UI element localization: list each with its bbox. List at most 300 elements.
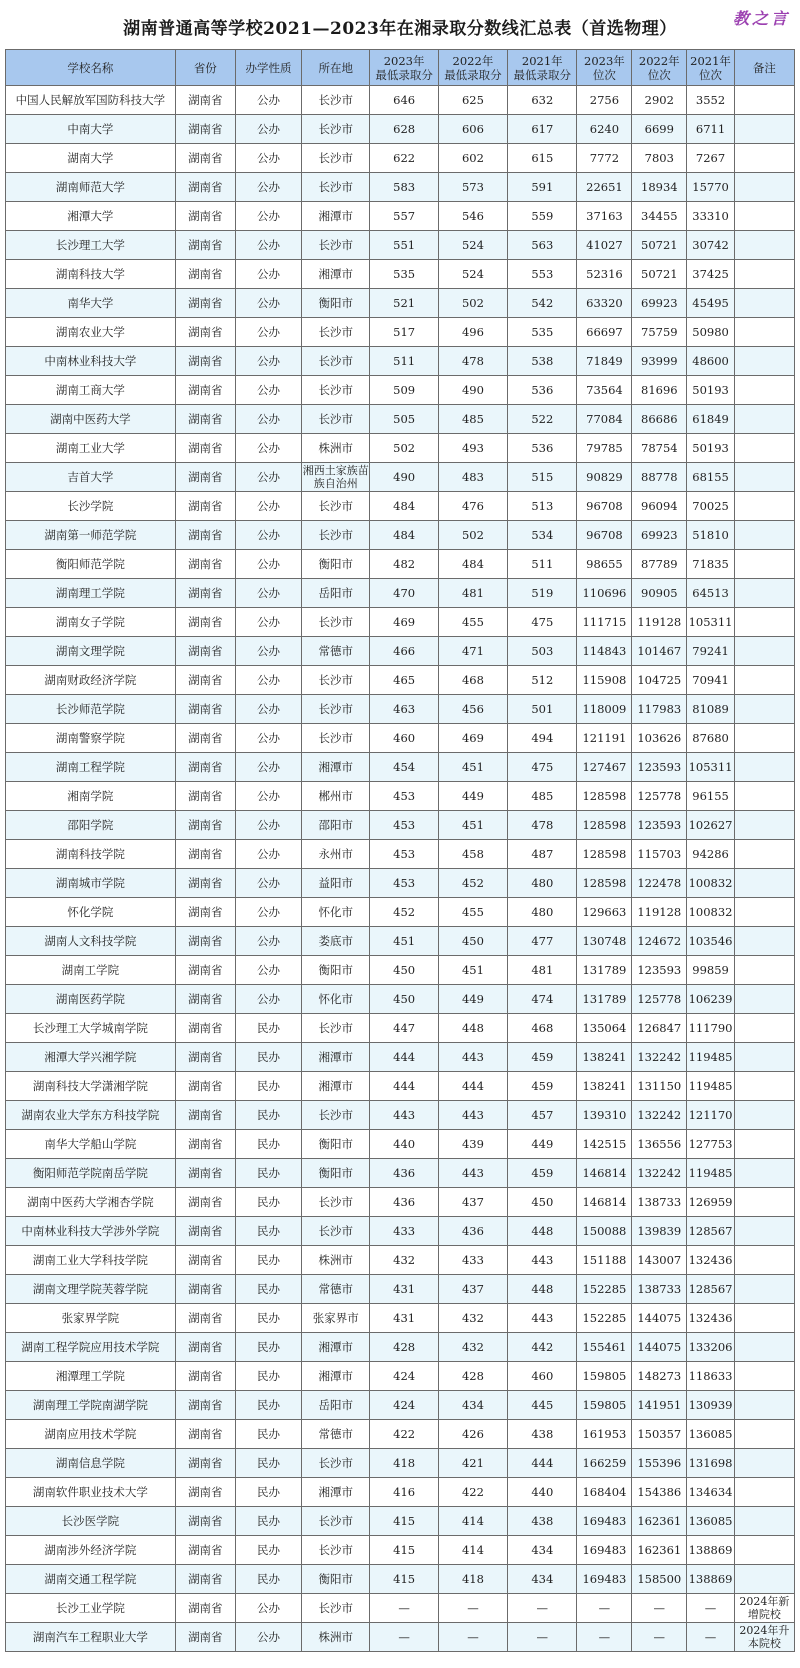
cell-score-2023: 535 — [370, 260, 438, 289]
table-row — [6, 869, 795, 898]
cell-rank-2022: 69923 — [632, 289, 687, 318]
cell-rank-2023: 98655 — [577, 550, 632, 579]
cell-score-2022: 478 — [438, 347, 507, 376]
cell-school-name: 湖南软件职业技术大学 — [6, 1478, 176, 1507]
cell-location: 衡阳市 — [302, 1565, 370, 1594]
cell-rank-2021: 71835 — [687, 550, 735, 579]
cell-ownership-type: 民办 — [235, 1159, 301, 1188]
cell-ownership-type: 公办 — [235, 260, 301, 289]
table-row — [6, 376, 795, 405]
cell-ownership-type: 公办 — [235, 1594, 301, 1623]
cell-remarks — [734, 115, 794, 144]
cell-rank-2021: 79241 — [687, 637, 735, 666]
cell-province: 湖南省 — [175, 347, 235, 376]
cell-score-2021: 501 — [508, 695, 577, 724]
cell-rank-2022: 90905 — [632, 579, 687, 608]
cell-rank-2022: 125778 — [632, 782, 687, 811]
cell-ownership-type: 公办 — [235, 898, 301, 927]
cell-score-2021: 512 — [508, 666, 577, 695]
cell-score-2022: 524 — [438, 231, 507, 260]
cell-ownership-type: 民办 — [235, 1449, 301, 1478]
cell-location: 长沙市 — [302, 1449, 370, 1478]
table-row — [6, 637, 795, 666]
cell-rank-2021: 105311 — [687, 608, 735, 637]
table-row — [6, 695, 795, 724]
cell-score-2022: 606 — [438, 115, 507, 144]
cell-score-2023: 432 — [370, 1246, 438, 1275]
cell-rank-2022: 150357 — [632, 1420, 687, 1449]
cell-score-2021: 443 — [508, 1304, 577, 1333]
table-row — [6, 1623, 795, 1652]
cell-province: 湖南省 — [175, 1478, 235, 1507]
cell-ownership-type: 民办 — [235, 1304, 301, 1333]
cell-ownership-type: 公办 — [235, 985, 301, 1014]
cell-rank-2022: 87789 — [632, 550, 687, 579]
cell-province: 湖南省 — [175, 695, 235, 724]
table-row — [6, 1594, 795, 1623]
cell-score-2023: 443 — [370, 1101, 438, 1130]
table-row — [6, 1275, 795, 1304]
cell-score-2022: 448 — [438, 1014, 507, 1043]
cell-rank-2021: 128567 — [687, 1217, 735, 1246]
cell-score-2022: 496 — [438, 318, 507, 347]
cell-ownership-type: 民办 — [235, 1507, 301, 1536]
cell-score-2023: 583 — [370, 173, 438, 202]
cell-rank-2023: 151188 — [577, 1246, 632, 1275]
cell-school-name: 湖南涉外经济学院 — [6, 1536, 176, 1565]
cell-score-2022: 428 — [438, 1362, 507, 1391]
cell-score-2022: 484 — [438, 550, 507, 579]
cell-school-name: 湘潭大学 — [6, 202, 176, 231]
cell-school-name: 湖南警察学院 — [6, 724, 176, 753]
table-row — [6, 86, 795, 115]
cell-school-name: 湖南人文科技学院 — [6, 927, 176, 956]
table-row — [6, 1507, 795, 1536]
cell-rank-2021: 48600 — [687, 347, 735, 376]
cell-location: 长沙市 — [302, 144, 370, 173]
cell-rank-2021: 102627 — [687, 811, 735, 840]
cell-location: 长沙市 — [302, 521, 370, 550]
table-row — [6, 1391, 795, 1420]
cell-rank-2021: 64513 — [687, 579, 735, 608]
cell-location: 怀化市 — [302, 985, 370, 1014]
cell-province: 湖南省 — [175, 724, 235, 753]
table-row — [6, 1333, 795, 1362]
cell-score-2021: 542 — [508, 289, 577, 318]
cell-ownership-type: 公办 — [235, 550, 301, 579]
table-row — [6, 1565, 795, 1594]
cell-remarks — [734, 434, 794, 463]
cell-remarks — [734, 579, 794, 608]
cell-score-2022: 524 — [438, 260, 507, 289]
cell-rank-2022: 104725 — [632, 666, 687, 695]
cell-rank-2023: 115908 — [577, 666, 632, 695]
cell-school-name: 湖南信息学院 — [6, 1449, 176, 1478]
cell-rank-2022: 138733 — [632, 1275, 687, 1304]
cell-rank-2022: — — [632, 1623, 687, 1652]
cell-ownership-type: 民办 — [235, 1130, 301, 1159]
cell-rank-2023: 37163 — [577, 202, 632, 231]
cell-location: 长沙市 — [302, 318, 370, 347]
cell-score-2022: 443 — [438, 1159, 507, 1188]
cell-location: 常德市 — [302, 637, 370, 666]
cell-score-2022: 602 — [438, 144, 507, 173]
cell-location: 衡阳市 — [302, 1159, 370, 1188]
cell-rank-2022: — — [632, 1594, 687, 1623]
cell-school-name: 湖南汽车工程职业大学 — [6, 1623, 176, 1652]
cell-location: 长沙市 — [302, 1507, 370, 1536]
cell-ownership-type: 公办 — [235, 202, 301, 231]
cell-rank-2021: — — [687, 1594, 735, 1623]
cell-score-2023: 447 — [370, 1014, 438, 1043]
cell-rank-2021: 118633 — [687, 1362, 735, 1391]
cell-score-2021: 475 — [508, 753, 577, 782]
cell-school-name: 湘南学院 — [6, 782, 176, 811]
cell-rank-2022: 144075 — [632, 1333, 687, 1362]
table-row — [6, 492, 795, 521]
cell-score-2023: 463 — [370, 695, 438, 724]
cell-score-2022: 451 — [438, 753, 507, 782]
cell-score-2022: 451 — [438, 956, 507, 985]
cell-remarks — [734, 405, 794, 434]
table-row — [6, 608, 795, 637]
cell-ownership-type: 民办 — [235, 1333, 301, 1362]
cell-location: 衡阳市 — [302, 289, 370, 318]
table-row — [6, 1014, 795, 1043]
cell-score-2021: 475 — [508, 608, 577, 637]
cell-remarks — [734, 260, 794, 289]
cell-location: 岳阳市 — [302, 579, 370, 608]
cell-province: 湖南省 — [175, 1014, 235, 1043]
cell-score-2023: 502 — [370, 434, 438, 463]
cell-ownership-type: 公办 — [235, 289, 301, 318]
cell-remarks: 2024年升本院校 — [734, 1623, 794, 1652]
cell-score-2023: 424 — [370, 1391, 438, 1420]
cell-score-2021: 511 — [508, 550, 577, 579]
cell-location: 长沙市 — [302, 173, 370, 202]
cell-rank-2021: 126959 — [687, 1188, 735, 1217]
cell-remarks — [734, 1101, 794, 1130]
cell-score-2021: 442 — [508, 1333, 577, 1362]
cell-remarks — [734, 1478, 794, 1507]
cell-school-name: 中南大学 — [6, 115, 176, 144]
cell-score-2023: 454 — [370, 753, 438, 782]
cell-location: 长沙市 — [302, 405, 370, 434]
cell-rank-2023: 130748 — [577, 927, 632, 956]
cell-remarks — [734, 1304, 794, 1333]
cell-school-name: 长沙理工大学 — [6, 231, 176, 260]
cell-score-2023: 424 — [370, 1362, 438, 1391]
cell-rank-2021: 100832 — [687, 898, 735, 927]
cell-remarks — [734, 782, 794, 811]
cell-rank-2023: 161953 — [577, 1420, 632, 1449]
cell-school-name: 湖南中医药大学湘杏学院 — [6, 1188, 176, 1217]
cell-rank-2022: 162361 — [632, 1536, 687, 1565]
cell-score-2021: 485 — [508, 782, 577, 811]
cell-score-2021: 534 — [508, 521, 577, 550]
cell-rank-2021: 132436 — [687, 1246, 735, 1275]
cell-rank-2023: 96708 — [577, 492, 632, 521]
cell-score-2022: 502 — [438, 521, 507, 550]
cell-score-2023: 484 — [370, 521, 438, 550]
cell-province: 湖南省 — [175, 1043, 235, 1072]
cell-score-2021: 559 — [508, 202, 577, 231]
cell-score-2023: 628 — [370, 115, 438, 144]
cell-province: 湖南省 — [175, 898, 235, 927]
cell-school-name: 湖南工业大学 — [6, 434, 176, 463]
cell-remarks — [734, 1217, 794, 1246]
cell-rank-2022: 103626 — [632, 724, 687, 753]
cell-location: 长沙市 — [302, 376, 370, 405]
cell-rank-2021: 127753 — [687, 1130, 735, 1159]
cell-rank-2022: 101467 — [632, 637, 687, 666]
cell-ownership-type: 民办 — [235, 1014, 301, 1043]
cell-location: 株洲市 — [302, 434, 370, 463]
cell-rank-2021: 70941 — [687, 666, 735, 695]
cell-province: 湖南省 — [175, 927, 235, 956]
cell-location: 岳阳市 — [302, 1391, 370, 1420]
cell-score-2023: 484 — [370, 492, 438, 521]
cell-ownership-type: 民办 — [235, 1188, 301, 1217]
cell-ownership-type: 公办 — [235, 1623, 301, 1652]
cell-location: 张家界市 — [302, 1304, 370, 1333]
cell-score-2023: 444 — [370, 1043, 438, 1072]
cell-score-2021: 445 — [508, 1391, 577, 1420]
cell-score-2022: 625 — [438, 86, 507, 115]
table-row — [6, 260, 795, 289]
table-row — [6, 550, 795, 579]
cell-score-2021: 519 — [508, 579, 577, 608]
cell-rank-2022: 162361 — [632, 1507, 687, 1536]
cell-location: 长沙市 — [302, 86, 370, 115]
column-header-rank-2021: 2021年 位次 — [687, 50, 735, 86]
cell-rank-2021: 99859 — [687, 956, 735, 985]
table-row — [6, 1246, 795, 1275]
cell-province: 湖南省 — [175, 1623, 235, 1652]
cell-school-name: 湖南女子学院 — [6, 608, 176, 637]
cell-rank-2023: 66697 — [577, 318, 632, 347]
cell-location: 常德市 — [302, 1275, 370, 1304]
cell-score-2023: 490 — [370, 463, 438, 492]
cell-score-2023: 453 — [370, 840, 438, 869]
cell-province: 湖南省 — [175, 86, 235, 115]
cell-remarks — [734, 550, 794, 579]
cell-ownership-type: 民办 — [235, 1246, 301, 1275]
cell-score-2022: 458 — [438, 840, 507, 869]
cell-ownership-type: 公办 — [235, 811, 301, 840]
cell-score-2022: 433 — [438, 1246, 507, 1275]
cell-province: 湖南省 — [175, 1333, 235, 1362]
cell-remarks — [734, 202, 794, 231]
cell-school-name: 吉首大学 — [6, 463, 176, 492]
cell-score-2022: — — [438, 1623, 507, 1652]
cell-rank-2023: 155461 — [577, 1333, 632, 1362]
cell-school-name: 湖南科技大学 — [6, 260, 176, 289]
cell-rank-2022: 155396 — [632, 1449, 687, 1478]
cell-rank-2023: 2756 — [577, 86, 632, 115]
cell-score-2022: 483 — [438, 463, 507, 492]
cell-rank-2021: 119485 — [687, 1072, 735, 1101]
cell-rank-2022: 123593 — [632, 811, 687, 840]
cell-remarks — [734, 1333, 794, 1362]
cell-score-2023: 444 — [370, 1072, 438, 1101]
cell-score-2023: 453 — [370, 811, 438, 840]
cell-rank-2021: 119485 — [687, 1159, 735, 1188]
cell-rank-2021: 119485 — [687, 1043, 735, 1072]
cell-rank-2022: 2902 — [632, 86, 687, 115]
cell-ownership-type: 民办 — [235, 1536, 301, 1565]
cell-province: 湖南省 — [175, 1101, 235, 1130]
cell-location: 长沙市 — [302, 1217, 370, 1246]
table-row — [6, 144, 795, 173]
cell-rank-2021: 51810 — [687, 521, 735, 550]
cell-school-name: 湖南交通工程学院 — [6, 1565, 176, 1594]
cell-location: 长沙市 — [302, 608, 370, 637]
cell-ownership-type: 公办 — [235, 753, 301, 782]
cell-score-2022: 455 — [438, 608, 507, 637]
cell-province: 湖南省 — [175, 405, 235, 434]
cell-rank-2021: 33310 — [687, 202, 735, 231]
cell-remarks — [734, 1043, 794, 1072]
cell-ownership-type: 公办 — [235, 782, 301, 811]
table-row — [6, 463, 795, 492]
cell-rank-2021: 132436 — [687, 1304, 735, 1333]
table-row — [6, 318, 795, 347]
cell-remarks — [734, 289, 794, 318]
cell-rank-2022: 93999 — [632, 347, 687, 376]
cell-remarks — [734, 695, 794, 724]
cell-score-2021: 480 — [508, 898, 577, 927]
table-row — [6, 985, 795, 1014]
cell-province: 湖南省 — [175, 550, 235, 579]
cell-rank-2023: 139310 — [577, 1101, 632, 1130]
table-row — [6, 521, 795, 550]
cell-score-2022: 418 — [438, 1565, 507, 1594]
cell-rank-2022: 75759 — [632, 318, 687, 347]
cell-province: 湖南省 — [175, 1188, 235, 1217]
column-header-score-2022: 2022年 最低录取分 — [438, 50, 507, 86]
cell-location: 怀化市 — [302, 898, 370, 927]
cell-score-2023: 460 — [370, 724, 438, 753]
cell-location: 长沙市 — [302, 695, 370, 724]
cell-score-2021: 481 — [508, 956, 577, 985]
cell-remarks — [734, 1449, 794, 1478]
cell-remarks — [734, 1072, 794, 1101]
cell-remarks — [734, 1188, 794, 1217]
cell-rank-2022: 50721 — [632, 260, 687, 289]
table-row — [6, 1536, 795, 1565]
cell-remarks: 2024年新增院校 — [734, 1594, 794, 1623]
cell-remarks — [734, 1536, 794, 1565]
column-header-province: 省份 — [175, 50, 235, 86]
cell-score-2022: 426 — [438, 1420, 507, 1449]
cell-rank-2021: — — [687, 1623, 735, 1652]
cell-score-2022: 481 — [438, 579, 507, 608]
table-row — [6, 579, 795, 608]
table-row — [6, 811, 795, 840]
table-row — [6, 1217, 795, 1246]
cell-score-2021: 480 — [508, 869, 577, 898]
cell-province: 湖南省 — [175, 1507, 235, 1536]
cell-remarks — [734, 1420, 794, 1449]
cell-rank-2023: 6240 — [577, 115, 632, 144]
cell-rank-2021: 105311 — [687, 753, 735, 782]
cell-rank-2023: 131789 — [577, 956, 632, 985]
cell-province: 湖南省 — [175, 1420, 235, 1449]
cell-score-2022: 493 — [438, 434, 507, 463]
cell-score-2022: 573 — [438, 173, 507, 202]
cell-score-2021: 443 — [508, 1246, 577, 1275]
cell-province: 湖南省 — [175, 811, 235, 840]
table-row — [6, 840, 795, 869]
cell-ownership-type: 民办 — [235, 1478, 301, 1507]
cell-ownership-type: 公办 — [235, 840, 301, 869]
cell-score-2021: 536 — [508, 376, 577, 405]
cell-ownership-type: 公办 — [235, 869, 301, 898]
cell-score-2021: 515 — [508, 463, 577, 492]
cell-rank-2023: 138241 — [577, 1043, 632, 1072]
cell-score-2023: 436 — [370, 1159, 438, 1188]
cell-score-2021: 438 — [508, 1420, 577, 1449]
cell-ownership-type: 民办 — [235, 1072, 301, 1101]
cell-school-name: 长沙理工大学城南学院 — [6, 1014, 176, 1043]
table-row — [6, 956, 795, 985]
cell-rank-2023: 131789 — [577, 985, 632, 1014]
table-row — [6, 1043, 795, 1072]
cell-rank-2022: 136556 — [632, 1130, 687, 1159]
cell-score-2023: 557 — [370, 202, 438, 231]
cell-remarks — [734, 666, 794, 695]
cell-location: 湘潭市 — [302, 1478, 370, 1507]
cell-score-2022: 476 — [438, 492, 507, 521]
cell-score-2023: 453 — [370, 782, 438, 811]
cell-location: 长沙市 — [302, 231, 370, 260]
cell-rank-2022: 122478 — [632, 869, 687, 898]
cell-score-2023: 622 — [370, 144, 438, 173]
column-header-score-2021: 2021年 最低录取分 — [508, 50, 577, 86]
cell-score-2022: 450 — [438, 927, 507, 956]
cell-location: 衡阳市 — [302, 550, 370, 579]
cell-province: 湖南省 — [175, 173, 235, 202]
column-header-remarks: 备注 — [734, 50, 794, 86]
cell-school-name: 南华大学船山学院 — [6, 1130, 176, 1159]
cell-ownership-type: 公办 — [235, 956, 301, 985]
cell-score-2021: 632 — [508, 86, 577, 115]
cell-location: 湘潭市 — [302, 1333, 370, 1362]
cell-remarks — [734, 637, 794, 666]
cell-school-name: 湖南农业大学 — [6, 318, 176, 347]
cell-school-name: 邵阳学院 — [6, 811, 176, 840]
cell-school-name: 湖南农业大学东方科技学院 — [6, 1101, 176, 1130]
cell-province: 湖南省 — [175, 318, 235, 347]
cell-location: 湘潭市 — [302, 753, 370, 782]
cell-rank-2023: 121191 — [577, 724, 632, 753]
cell-location: 湘西土家族苗族自治州 — [302, 464, 369, 490]
cell-school-name: 长沙医学院 — [6, 1507, 176, 1536]
cell-remarks — [734, 1275, 794, 1304]
cell-location: 长沙市 — [302, 1536, 370, 1565]
cell-province: 湖南省 — [175, 782, 235, 811]
cell-rank-2023: 169483 — [577, 1507, 632, 1536]
cell-rank-2021: 6711 — [687, 115, 735, 144]
cell-score-2023: 415 — [370, 1536, 438, 1565]
table-row — [6, 782, 795, 811]
cell-ownership-type: 民办 — [235, 1565, 301, 1594]
cell-score-2021: 494 — [508, 724, 577, 753]
cell-rank-2023: 129663 — [577, 898, 632, 927]
cell-rank-2021: 136085 — [687, 1507, 735, 1536]
cell-rank-2022: 144075 — [632, 1304, 687, 1333]
